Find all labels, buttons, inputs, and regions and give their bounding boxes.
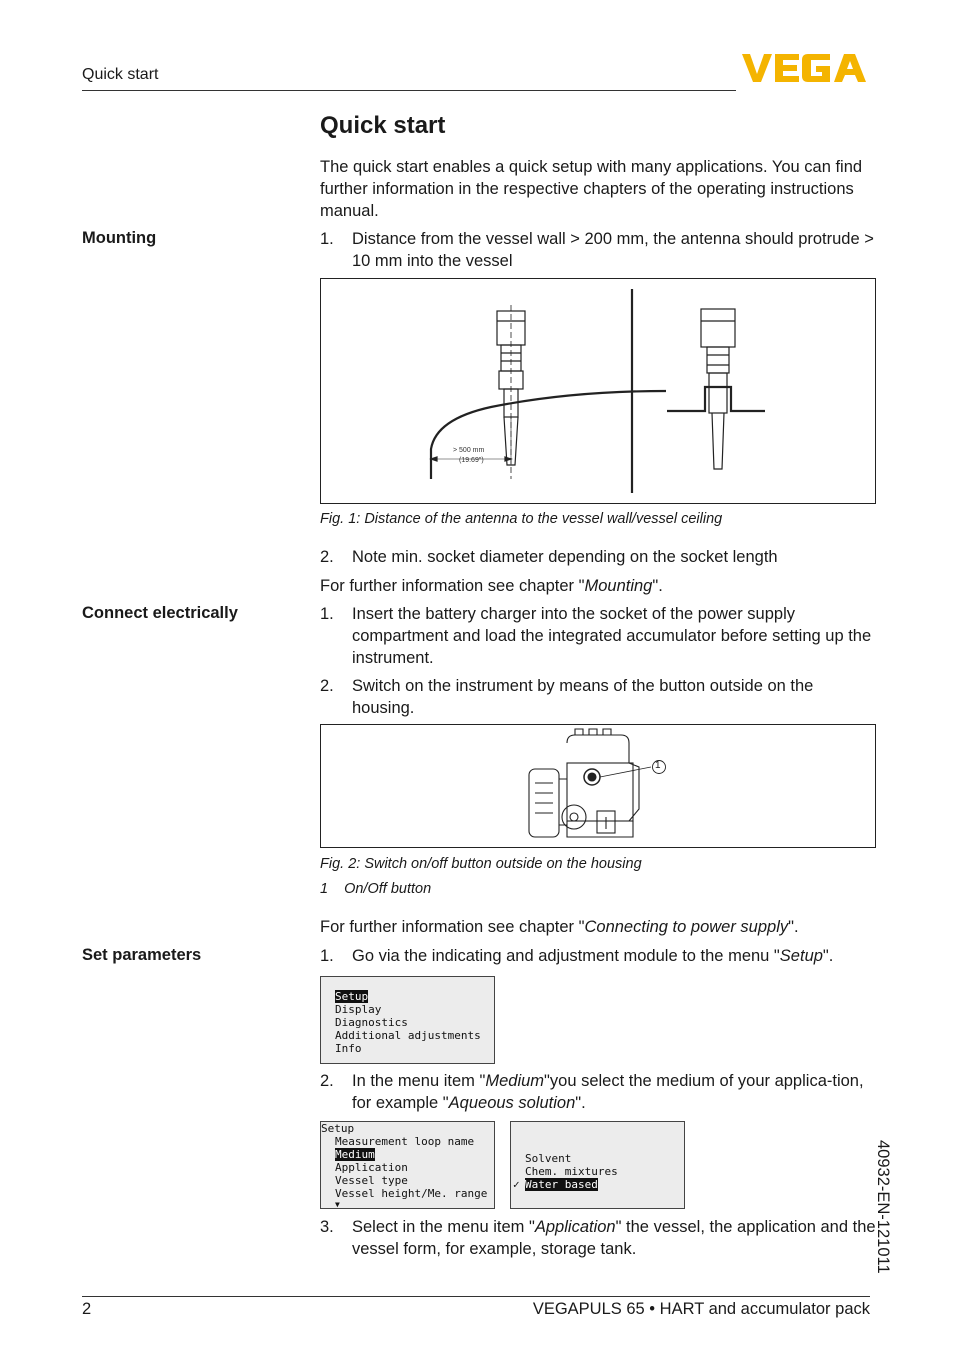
ref-text-end: ". (652, 577, 663, 595)
display-menu-setup (320, 976, 495, 1064)
ref-chapter: Connecting to power supply (584, 918, 789, 936)
step-number: 1. (320, 230, 334, 248)
step-text-emphasis: Aqueous solution (448, 1094, 576, 1112)
page-number: 2 (82, 1300, 92, 1318)
footer-rule (82, 1296, 870, 1297)
params-step-2 (320, 1070, 876, 1114)
header-rule (82, 90, 736, 91)
figure-2-caption: Fig. 2: Switch on/off button outside on the housing (320, 856, 642, 872)
legend-number: 1 (320, 881, 329, 897)
document-number-text: 40932-EN-121011 (874, 1140, 892, 1274)
section-label-parameters: Set parameters (82, 946, 202, 964)
ref-text: For further information see chapter " (320, 577, 585, 595)
params-step-3 (320, 1216, 876, 1260)
step-text (352, 1216, 876, 1260)
menu-item-selected: Medium (335, 1148, 375, 1161)
step-text-part: ". (822, 947, 834, 965)
menu-item-selected: Setup (335, 990, 369, 1003)
step-text (352, 945, 876, 967)
step-number: 1. (320, 947, 334, 965)
figure-1-antenna-distance (320, 278, 876, 504)
menu-item: Diagnostics (335, 1016, 408, 1029)
dimension-label-inch: (19.69") (459, 457, 484, 464)
step-number: 2. (320, 1072, 334, 1090)
step-text-part: "you select the medium of your applica-tion, for example " (352, 1072, 864, 1112)
menu-item: Solvent (525, 1152, 572, 1165)
connect-step-2 (320, 675, 876, 719)
running-header: Quick start (82, 66, 159, 83)
scroll-down-icon: ▼ (335, 1200, 340, 1209)
params-step-1 (320, 945, 876, 967)
menu-item: Vessel height/Me. range (335, 1187, 488, 1200)
callout-number: 1 (655, 760, 661, 771)
mounting-step-1 (320, 228, 876, 272)
menu-item-selected: Water based (525, 1178, 598, 1191)
checkmark-icon: ✓ (513, 1178, 520, 1191)
figure-2-housing (320, 724, 876, 848)
connect-reference (320, 916, 876, 938)
display-menu-medium-options (510, 1121, 685, 1209)
step-number: 2. (320, 548, 334, 566)
section-label-mounting: Mounting (82, 229, 157, 247)
menu-header: Setup (321, 1122, 355, 1135)
step-text-part: " the vessel, the application and the vessel form, for example, storage tank. (352, 1218, 876, 1258)
vega-logo (742, 52, 874, 89)
step-text: Note min. socket diameter depending on the socket length (352, 548, 778, 566)
antenna-mounting-diagram (321, 279, 875, 503)
step-text-emphasis: Setup (779, 947, 823, 965)
step-text-emphasis: Application (534, 1218, 616, 1236)
ref-chapter: Mounting (584, 577, 653, 595)
menu-item: Info (335, 1042, 362, 1055)
step-number: 3. (320, 1218, 334, 1236)
menu-item: Application (335, 1161, 408, 1174)
step-text: Switch on the instrument by means of the button outside on the housing. (352, 677, 814, 717)
step-text-emphasis: Medium (485, 1072, 545, 1090)
step-text-part: Go via the indicating and adjustment module to the menu " (352, 947, 780, 965)
connect-step-1 (320, 603, 876, 669)
step-text: Distance from the vessel wall > 200 mm, the antenna should protrude > 10 mm into the vessel (352, 230, 874, 270)
page-title: Quick start (320, 112, 446, 139)
step-text-part: In the menu item " (352, 1072, 486, 1090)
figure-2-legend (320, 881, 431, 897)
step-number: 2. (320, 677, 334, 695)
document-number (872, 1140, 892, 1300)
mounting-step-2 (320, 546, 876, 568)
step-number: 1. (320, 605, 334, 623)
section-label-connect: Connect electrically (82, 604, 238, 622)
step-text-part: Select in the menu item " (352, 1218, 535, 1236)
intro-paragraph: The quick start enables a quick setup with many applications. You can find further information in the respective chapters of the operating instructions manual. (320, 158, 863, 220)
mounting-reference (320, 575, 876, 597)
step-text: Insert the battery charger into the socket of the power supply compartment and load the integrated accumulator before setting up the instrument. (352, 605, 872, 667)
ref-text-end: ". (788, 918, 799, 936)
housing-drawing (321, 725, 875, 847)
menu-item: Display (335, 1003, 382, 1016)
legend-text: On/Off button (344, 881, 432, 897)
footer-product: VEGAPULS 65 • HART and accumulator pack (532, 1300, 870, 1318)
step-text-part: ". (575, 1094, 586, 1112)
ref-text: For further information see chapter " (320, 918, 585, 936)
menu-item: Additional adjustments (335, 1029, 481, 1042)
figure-1-caption: Fig. 1: Distance of the antenna to the vessel wall/vessel ceiling (320, 511, 723, 527)
display-menu-medium (320, 1121, 495, 1209)
menu-item: Chem. mixtures (525, 1165, 618, 1178)
menu-item: Measurement loop name (335, 1135, 475, 1148)
menu-item: Vessel type (335, 1174, 408, 1187)
dimension-label: > 500 mm (453, 447, 485, 454)
step-text (352, 1070, 876, 1114)
